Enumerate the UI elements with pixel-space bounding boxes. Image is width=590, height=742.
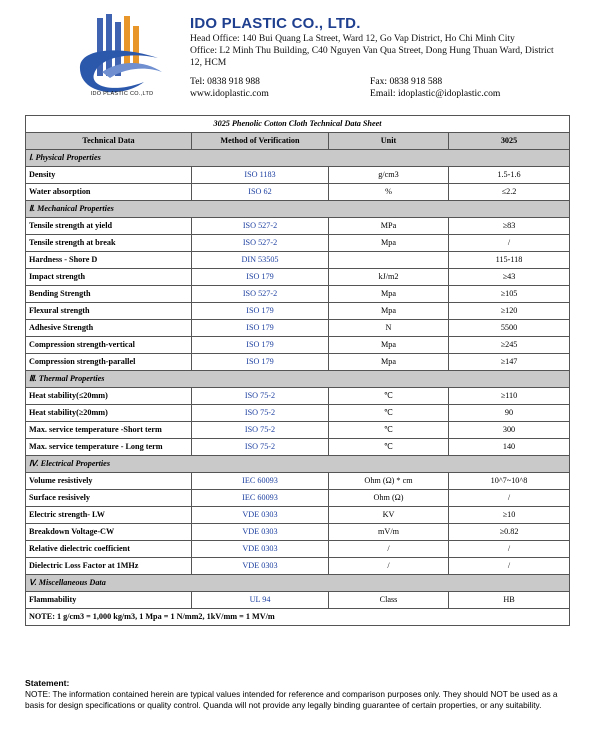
section-title: Ⅴ. Miscellaneous Data <box>26 575 570 592</box>
table-row <box>26 286 570 303</box>
value-cell: / <box>449 490 570 507</box>
property-name: Surface resisively <box>26 490 192 507</box>
column-header-row <box>26 133 570 150</box>
method-link[interactable]: ISO 62 <box>192 184 329 201</box>
table-row <box>26 184 570 201</box>
unit-cell: Mpa <box>329 354 449 371</box>
website-link[interactable]: www.idoplastic.com <box>190 88 269 99</box>
unit-cell <box>329 252 449 269</box>
value-cell: ≥110 <box>449 388 570 405</box>
section-title: Ⅰ. Physical Properties <box>26 150 570 167</box>
method-link[interactable]: VDE 0303 <box>192 541 329 558</box>
value-cell: ≥43 <box>449 269 570 286</box>
unit-cell: / <box>329 541 449 558</box>
method-link[interactable]: ISO 179 <box>192 320 329 337</box>
table-row <box>26 473 570 490</box>
value-cell: ≥105 <box>449 286 570 303</box>
statement-title: Statement: <box>25 678 70 688</box>
property-name: Heat stability(≤20mm) <box>26 388 192 405</box>
value-cell: ≥83 <box>449 218 570 235</box>
value-cell: 300 <box>449 422 570 439</box>
property-name: Electric strength- LW <box>26 507 192 524</box>
unit-cell: g/cm3 <box>329 167 449 184</box>
method-link[interactable]: ISO 75-2 <box>192 388 329 405</box>
value-cell: ≥245 <box>449 337 570 354</box>
value-cell: 90 <box>449 405 570 422</box>
unit-cell: % <box>329 184 449 201</box>
office-address: Office: L2 Minh Thu Building, C40 Nguyen Van Qua Street, Dong Hung Thuan Ward, District 12, HCM <box>190 45 554 68</box>
section-header-row <box>26 371 570 388</box>
unit-cell: / <box>329 558 449 575</box>
method-link[interactable]: ISO 527-2 <box>192 218 329 235</box>
table-row <box>26 303 570 320</box>
value-cell: / <box>449 235 570 252</box>
section-title: Ⅱ. Mechanical Properties <box>26 201 570 218</box>
section-title: Ⅲ. Thermal Properties <box>26 371 570 388</box>
value-cell: 5500 <box>449 320 570 337</box>
value-cell: 115-118 <box>449 252 570 269</box>
method-link[interactable]: ISO 179 <box>192 303 329 320</box>
property-name: Dielectric Loss Factor at 1MHz <box>26 558 192 575</box>
fax: Fax: 0838 918 588 <box>370 76 443 87</box>
table-row <box>26 439 570 456</box>
property-name: Bending Strength <box>26 286 192 303</box>
column-header-method: Method of Verification <box>192 133 329 150</box>
section-header-row <box>26 150 570 167</box>
company-logo-icon <box>72 12 172 102</box>
logo-caption: IDO PLASTIC CO.,LTD <box>90 91 154 97</box>
unit-cell: Ohm (Ω) * cm <box>329 473 449 490</box>
method-link[interactable]: ISO 527-2 <box>192 235 329 252</box>
method-link[interactable]: ISO 75-2 <box>192 422 329 439</box>
table-row <box>26 422 570 439</box>
method-link[interactable]: ISO 75-2 <box>192 405 329 422</box>
method-link[interactable]: ISO 527-2 <box>192 286 329 303</box>
table-row <box>26 507 570 524</box>
property-name: Heat stability(≥20mm) <box>26 405 192 422</box>
method-link[interactable]: IEC 60093 <box>192 490 329 507</box>
head-office-address: Head Office: 140 Bui Quang La Street, Ward 12, Go Vap District, Ho Chi Minh City <box>190 33 515 44</box>
unit-cell: Ohm (Ω) <box>329 490 449 507</box>
method-link[interactable]: UL 94 <box>192 592 329 609</box>
note-row <box>26 609 570 626</box>
property-name: Hardness - Shore D <box>26 252 192 269</box>
value-cell: 10^7~10^8 <box>449 473 570 490</box>
table-row <box>26 167 570 184</box>
property-name: Tensile strength at break <box>26 235 192 252</box>
sheet-title-row <box>26 116 570 133</box>
table-row <box>26 388 570 405</box>
value-cell: ≥147 <box>449 354 570 371</box>
method-link[interactable]: VDE 0303 <box>192 558 329 575</box>
property-name: Flexural strength <box>26 303 192 320</box>
unit-cell: ℃ <box>329 388 449 405</box>
property-name: Impact strength <box>26 269 192 286</box>
section-header-row <box>26 201 570 218</box>
unit-cell: ℃ <box>329 422 449 439</box>
unit-cell: ℃ <box>329 405 449 422</box>
value-cell: ≥10 <box>449 507 570 524</box>
company-name: IDO PLASTIC CO., LTD. <box>190 15 361 32</box>
statement-text: NOTE: The information contained herein are typical values intended for reference and comparison purposes only. They should NOT be used as a basis for design specifications or quality control. Quanda will not provide any legally binding guarantee of certain properties, or any suitability. <box>25 689 558 710</box>
table-row <box>26 592 570 609</box>
table-row <box>26 218 570 235</box>
method-link[interactable]: DIN 53505 <box>192 252 329 269</box>
table-row <box>26 541 570 558</box>
unit-cell: N <box>329 320 449 337</box>
method-link[interactable]: VDE 0303 <box>192 507 329 524</box>
method-link[interactable]: ISO 179 <box>192 269 329 286</box>
unit-cell: Mpa <box>329 235 449 252</box>
unit-cell: Mpa <box>329 303 449 320</box>
section-title: Ⅳ. Electrical Properties <box>26 456 570 473</box>
property-name: Relative dielectric coefficient <box>26 541 192 558</box>
property-name: Max. service temperature -Short term <box>26 422 192 439</box>
method-link[interactable]: ISO 75-2 <box>192 439 329 456</box>
property-name: Flammability <box>26 592 192 609</box>
property-name: Compression strength-vertical <box>26 337 192 354</box>
table-row <box>26 269 570 286</box>
table-row <box>26 405 570 422</box>
method-link[interactable]: ISO 179 <box>192 354 329 371</box>
table-row <box>26 354 570 371</box>
unit-cell: MPa <box>329 218 449 235</box>
method-link[interactable]: VDE 0303 <box>192 524 329 541</box>
telephone: Tel: 0838 918 988 <box>190 76 260 87</box>
value-cell: / <box>449 558 570 575</box>
value-cell: HB <box>449 592 570 609</box>
table-row <box>26 337 570 354</box>
table-row <box>26 524 570 541</box>
table-row <box>26 252 570 269</box>
table-row <box>26 558 570 575</box>
email-link[interactable]: Email: idoplastic@idoplastic.com <box>370 88 501 99</box>
unit-cell: Class <box>329 592 449 609</box>
column-header-technical-data: Technical Data <box>26 133 192 150</box>
letterhead <box>0 0 590 108</box>
value-cell: ≥120 <box>449 303 570 320</box>
table-row <box>26 320 570 337</box>
column-header-unit: Unit <box>329 133 449 150</box>
value-cell: 140 <box>449 439 570 456</box>
unit-cell: Mpa <box>329 286 449 303</box>
method-link[interactable]: ISO 179 <box>192 337 329 354</box>
property-name: Max. service temperature - Long term <box>26 439 192 456</box>
technical-data-table <box>25 115 570 626</box>
value-cell: 1.5-1.6 <box>449 167 570 184</box>
unit-cell: ℃ <box>329 439 449 456</box>
property-name: Volume resistively <box>26 473 192 490</box>
table-row <box>26 235 570 252</box>
property-name: Water absorption <box>26 184 192 201</box>
method-link[interactable]: ISO 1183 <box>192 167 329 184</box>
property-name: Breakdown Voltage-CW <box>26 524 192 541</box>
value-cell: ≤2.2 <box>449 184 570 201</box>
property-name: Compression strength-parallel <box>26 354 192 371</box>
table-row <box>26 490 570 507</box>
property-name: Density <box>26 167 192 184</box>
unit-conversion-note: NOTE: 1 g/cm3 = 1,000 kg/m3, 1 Mpa = 1 N/mm2, 1kV/mm = 1 MV/m <box>26 609 570 626</box>
method-link[interactable]: IEC 60093 <box>192 473 329 490</box>
unit-cell: KV <box>329 507 449 524</box>
section-header-row <box>26 575 570 592</box>
unit-cell: Mpa <box>329 337 449 354</box>
property-name: Adhesive Strength <box>26 320 192 337</box>
section-header-row <box>26 456 570 473</box>
sheet-title: 3025 Phenolic Cotton Cloth Technical Data Sheet <box>26 116 570 133</box>
unit-cell: kJ/m2 <box>329 269 449 286</box>
value-cell: ≥0.82 <box>449 524 570 541</box>
property-name: Tensile strength at yield <box>26 218 192 235</box>
unit-cell: mV/m <box>329 524 449 541</box>
value-cell: / <box>449 541 570 558</box>
column-header-grade: 3025 <box>449 133 570 150</box>
